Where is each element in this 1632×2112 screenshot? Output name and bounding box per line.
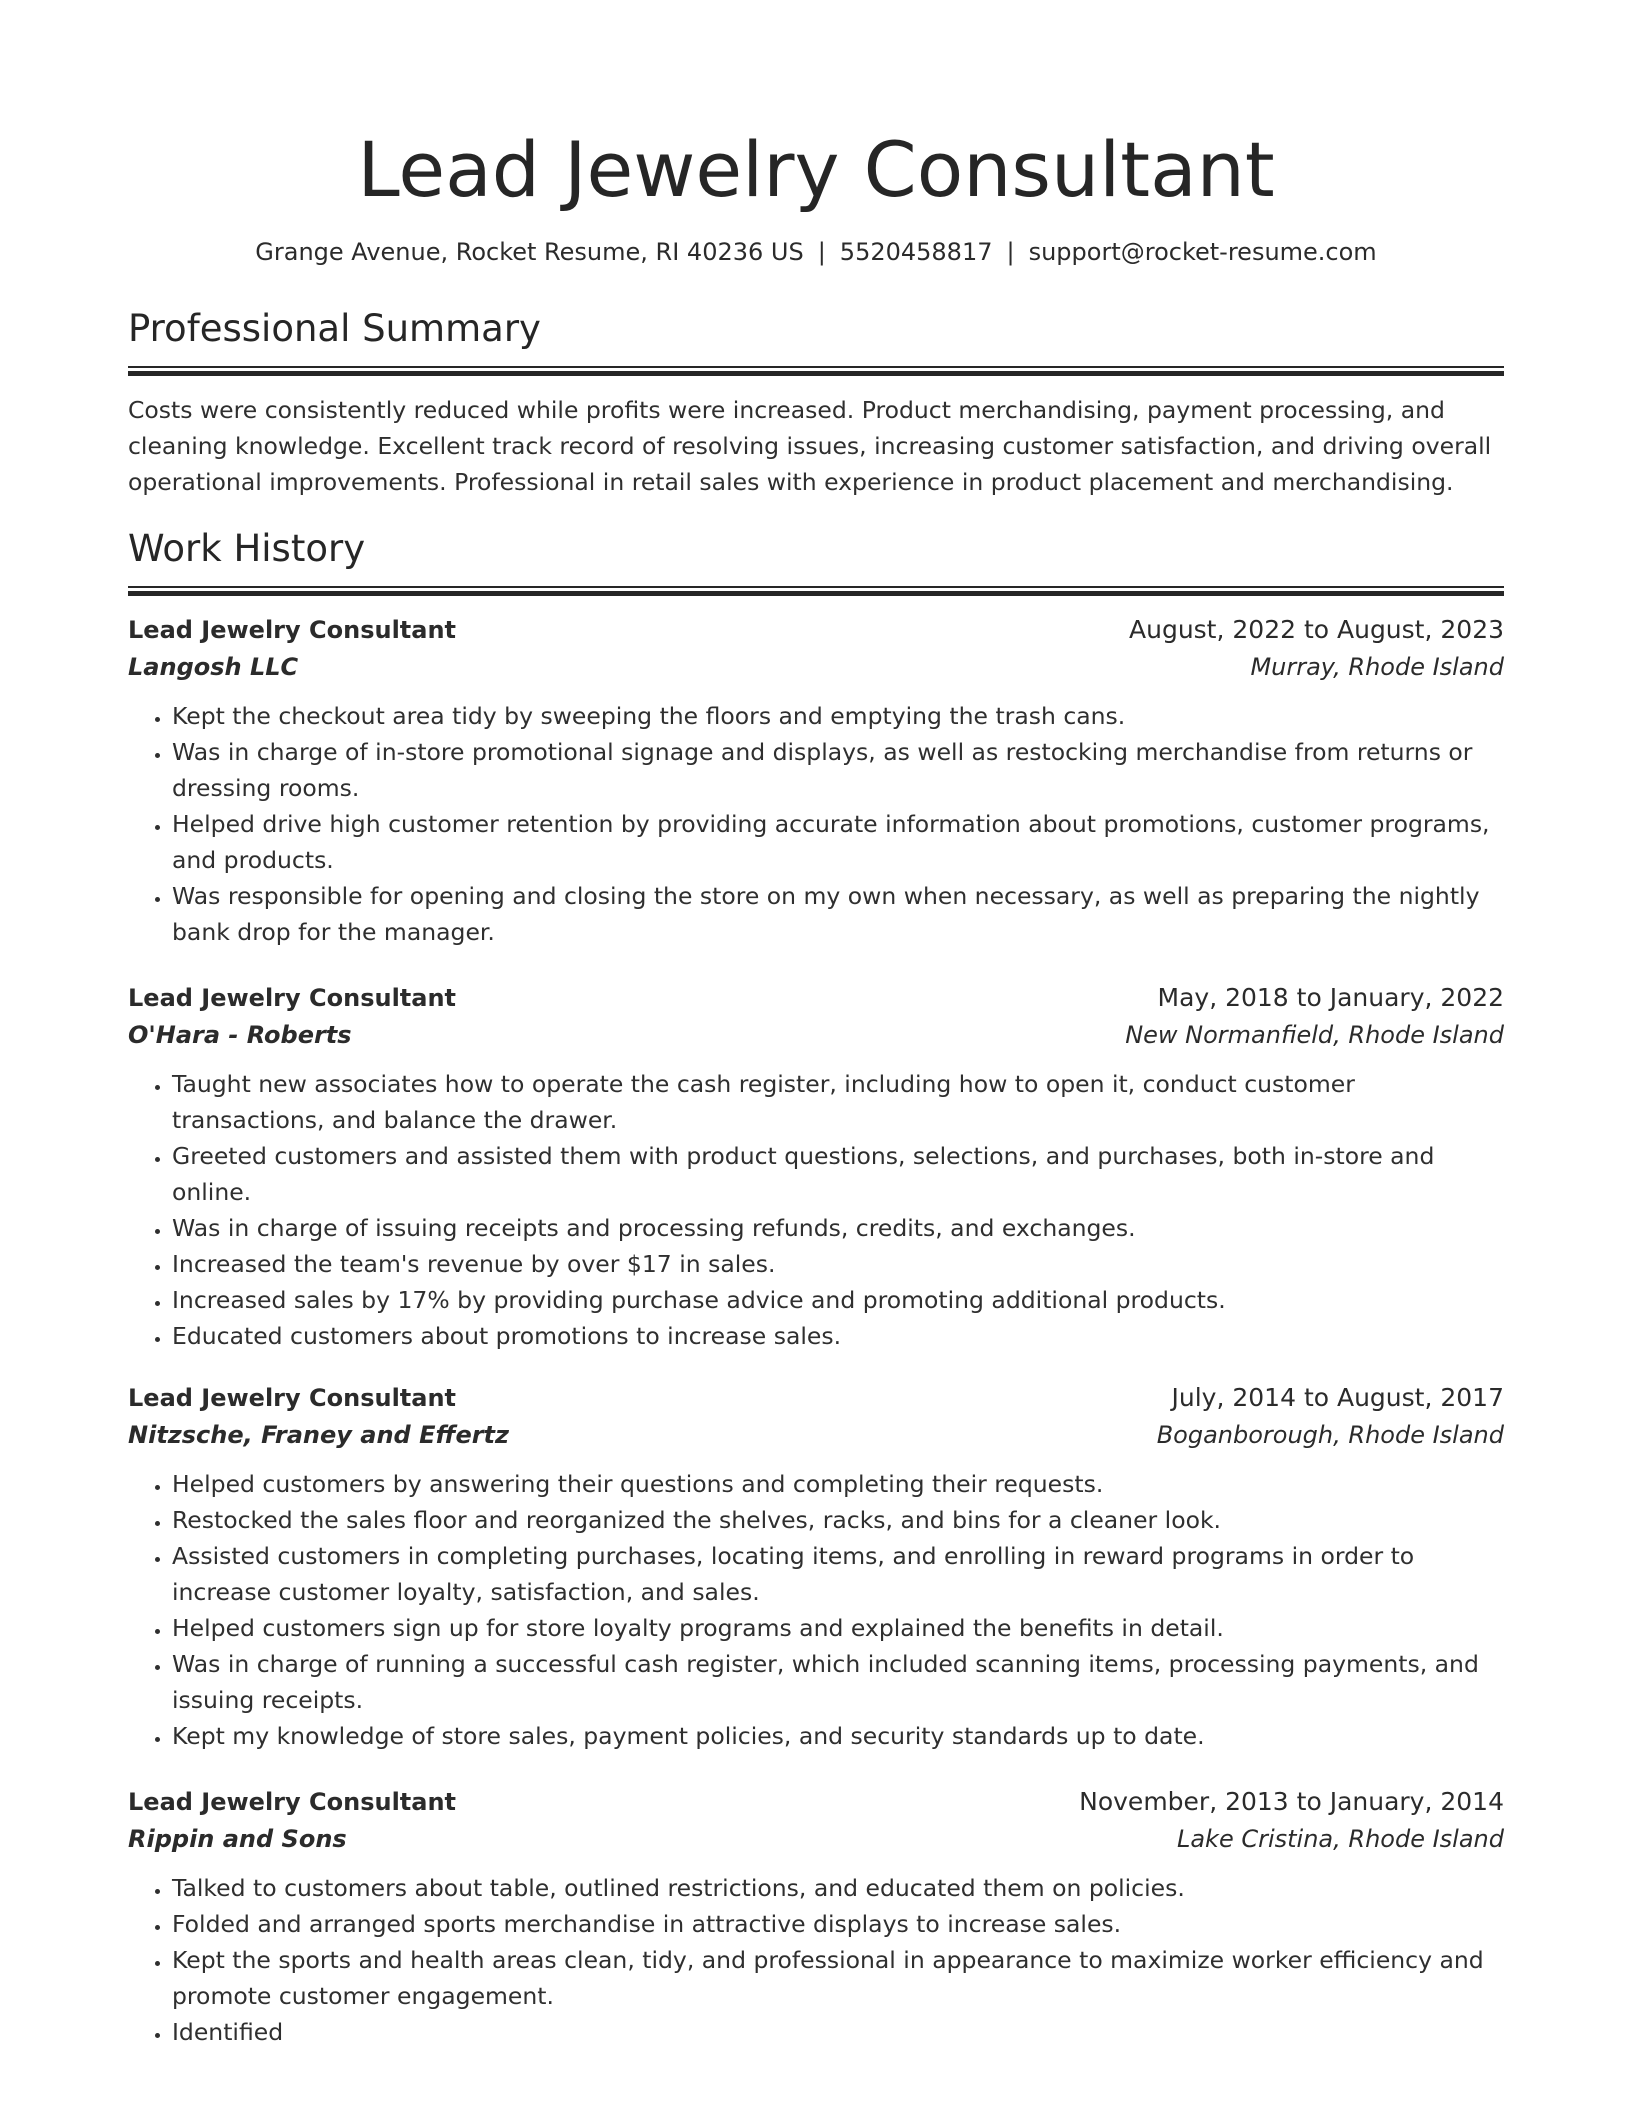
job-title: Lead Jewelry Consultant: [128, 1384, 457, 1412]
job-subheader: [128, 648, 1504, 686]
job-dates: August, 2022 to August, 2023: [1129, 615, 1504, 644]
job-bullet: • Kept the checkout area tidy by sweeping the floors and emptying the trash cans.: [172, 698, 1504, 734]
job-location: Boganborough, Rhode Island: [1156, 1421, 1504, 1449]
job-entry: [128, 980, 1504, 1354]
job-title: Lead Jewelry Consultant: [128, 984, 457, 1012]
job-company: Rippin and Sons: [128, 1825, 347, 1853]
job-location: Murray, Rhode Island: [1250, 653, 1504, 681]
job-subheader: [128, 1820, 1504, 1858]
job-header: [128, 980, 1504, 1016]
resume-content: [128, 0, 1504, 2050]
job-bullets: [128, 1066, 1504, 1354]
job-entry: [128, 1380, 1504, 1754]
job-bullet: • Talked to customers about table, outlined restrictions, and educated them on policies.: [172, 1870, 1504, 1906]
contact-address: Grange Avenue, Rocket Resume, RI 40236 US: [255, 238, 804, 266]
job-header: [128, 1784, 1504, 1820]
job-bullets: [128, 698, 1504, 950]
summary-text: Costs were consistently reduced while profits were increased. Product merchandising, payment processing, and cleaning knowledge. Excellent track record of resolving issues, increasing customer satisfaction, and driving overall operational improvements. Professional in retail sales with experience in product placement and merchandising.: [128, 396, 1492, 496]
contact-email: support@rocket-resume.com: [1028, 238, 1377, 266]
contact-phone: 5520458817: [839, 238, 993, 266]
job-list: [128, 612, 1504, 2050]
job-bullet: • Greeted customers and assisted them with product questions, selections, and purchases, both in-store and online.: [172, 1138, 1504, 1210]
job-bullet: • Helped customers by answering their questions and completing their requests.: [172, 1466, 1504, 1502]
section-divider: [128, 366, 1504, 376]
job-company: Langosh LLC: [128, 653, 299, 681]
job-title: Lead Jewelry Consultant: [128, 616, 457, 644]
job-company: Nitzsche, Franey and Effertz: [128, 1421, 509, 1449]
job-bullet: • Was in charge of in-store promotional signage and displays, as well as restocking merchandise from returns or dressing rooms.: [172, 734, 1504, 806]
job-dates: May, 2018 to January, 2022: [1157, 983, 1504, 1012]
contact-separator: |: [1006, 238, 1015, 266]
job-bullets: [128, 1466, 1504, 1754]
job-bullet: • Folded and arranged sports merchandise in attractive displays to increase sales.: [172, 1906, 1504, 1942]
job-bullet: • Was in charge of running a successful cash register, which included scanning items, processing payments, and issuing receipts.: [172, 1646, 1504, 1718]
job-location: New Normanfield, Rhode Island: [1125, 1021, 1504, 1049]
job-location: Lake Cristina, Rhode Island: [1176, 1825, 1504, 1853]
job-header: [128, 1380, 1504, 1416]
job-bullet: • Kept the sports and health areas clean, tidy, and professional in appearance to maximize worker efficiency and promote customer engagement.: [172, 1942, 1504, 2014]
job-subheader: [128, 1016, 1504, 1054]
job-bullet: • Taught new associates how to operate the cash register, including how to open it, conduct customer transactions, and balance the drawer.: [172, 1066, 1504, 1138]
job-bullet: • Increased the team's revenue by over $17 in sales.: [172, 1246, 1504, 1282]
contact-separator: |: [817, 238, 826, 266]
job-bullet: • Was responsible for opening and closing the store on my own when necessary, as well as preparing the nightly bank drop for the manager.: [172, 878, 1504, 950]
section-divider: [128, 586, 1504, 596]
job-subheader: [128, 1416, 1504, 1454]
job-bullets: [128, 1870, 1504, 2050]
job-dates: July, 2014 to August, 2017: [1171, 1383, 1504, 1412]
job-bullet: • Assisted customers in completing purchases, locating items, and enrolling in reward programs in order to increase customer loyalty, satisfaction, and sales.: [172, 1538, 1504, 1610]
job-bullet: • Helped customers sign up for store loyalty programs and explained the benefits in detail.: [172, 1610, 1504, 1646]
contact-line: [128, 236, 1504, 268]
job-dates: November, 2013 to January, 2014: [1079, 1787, 1504, 1816]
job-header: [128, 612, 1504, 648]
job-bullet: • Educated customers about promotions to increase sales.: [172, 1318, 1504, 1354]
job-bullet: • Was in charge of issuing receipts and processing refunds, credits, and exchanges.: [172, 1210, 1504, 1246]
summary-heading: Professional Summary: [128, 307, 541, 350]
job-bullet: • Restocked the sales floor and reorganized the shelves, racks, and bins for a cleaner look.: [172, 1502, 1504, 1538]
job-bullet: • Identified: [172, 2014, 1504, 2050]
resume-name: Lead Jewelry Consultant: [357, 125, 1275, 214]
job-bullet: • Kept my knowledge of store sales, payment policies, and security standards up to date.: [172, 1718, 1504, 1754]
job-company: O'Hara - Roberts: [128, 1021, 352, 1049]
job-bullet: • Increased sales by 17% by providing purchase advice and promoting additional products.: [172, 1282, 1504, 1318]
job-entry: [128, 1784, 1504, 2050]
work-history-heading: Work History: [128, 527, 366, 570]
job-title: Lead Jewelry Consultant: [128, 1788, 457, 1816]
job-entry: [128, 612, 1504, 950]
job-bullet: • Helped drive high customer retention by providing accurate information about promotions, customer programs, and products.: [172, 806, 1504, 878]
